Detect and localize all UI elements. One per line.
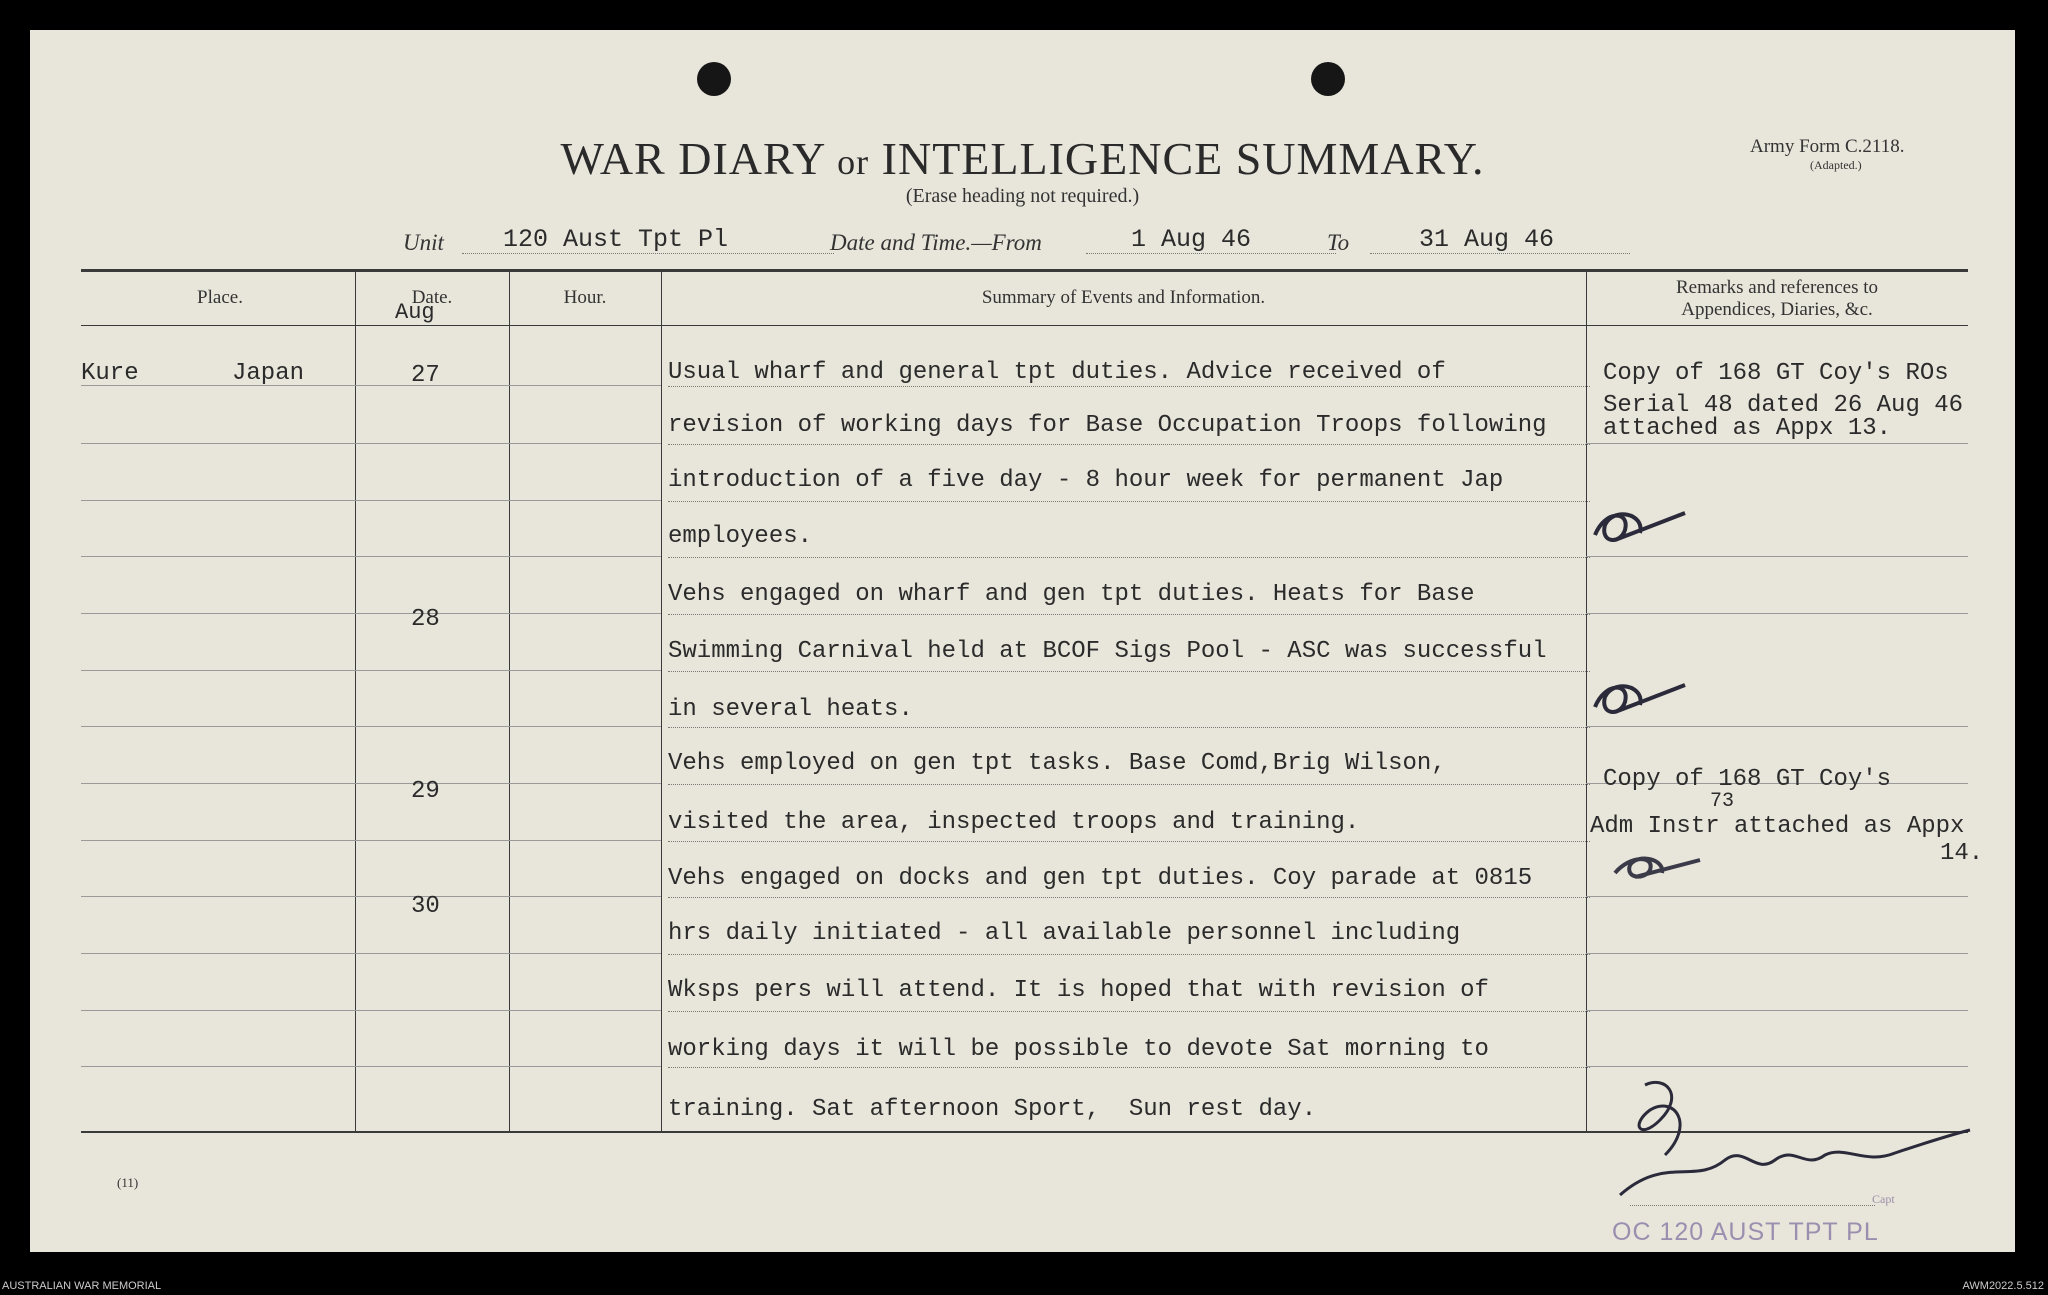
- date-cell: 28: [411, 606, 440, 633]
- row-rule: [81, 1010, 661, 1011]
- form-footnote: (11): [117, 1175, 139, 1190]
- summary-line: revision of working days for Base Occupation Troops following: [668, 412, 1547, 439]
- date-to-value: 31 Aug 46: [1419, 225, 1555, 254]
- row-rule: [81, 556, 661, 557]
- remark-line: 14.: [1940, 840, 1984, 867]
- row-rule: [81, 953, 661, 954]
- summary-rule: [668, 896, 1590, 898]
- summary-line: Wksps pers will attend. It is hoped that with revision of: [668, 977, 1489, 1004]
- header-date: Date.: [411, 287, 453, 308]
- date-cell: 27: [411, 362, 440, 389]
- place-town: Kure: [81, 360, 139, 387]
- summary-line: working days it will be possible to devote Sat morning to: [668, 1036, 1489, 1063]
- summary-rule: [668, 556, 1590, 558]
- row-rule: [81, 443, 661, 444]
- remark-line: Serial 48 dated 26 Aug 46: [1603, 392, 1964, 419]
- summary-rule: [668, 613, 1590, 615]
- title-war-diary: WAR DIARY: [560, 133, 825, 184]
- date-cell: 29: [411, 778, 440, 805]
- row-rule: [81, 500, 661, 501]
- remark-line: Copy of 168 GT Coy's: [1603, 766, 1892, 793]
- header-summary: Summary of Events and Information.: [981, 287, 1266, 308]
- summary-line: Usual wharf and general tpt duties. Advice received of: [668, 359, 1446, 386]
- remarks-row-rule: [1586, 1010, 1968, 1011]
- row-rule: [81, 385, 661, 386]
- initials-scribble: [1585, 495, 1695, 555]
- army-form-number: [1750, 136, 1905, 172]
- date-cell: 30: [411, 893, 440, 920]
- form-title: [30, 132, 2015, 185]
- adapted-label: (Adapted.): [1810, 158, 1862, 172]
- initials-scribble: [1585, 667, 1695, 727]
- summary-rule: [668, 670, 1590, 672]
- form-subtitle: (Erase heading not required.): [905, 185, 1140, 207]
- summary-line: training. Sat afternoon Sport, Sun rest day.: [668, 1096, 1317, 1123]
- place-country: Japan: [232, 360, 305, 387]
- diary-page: [30, 30, 2015, 1252]
- summary-line: visited the area, inspected troops and training.: [668, 809, 1360, 836]
- date-from-label: Date and Time.—From: [830, 230, 1042, 255]
- remarks-row-rule: [1586, 556, 1968, 557]
- title-or: or: [837, 142, 870, 182]
- column-divider-3: [661, 270, 662, 1132]
- summary-line: Swimming Carnival held at BCOF Sigs Pool - ASC was successful: [668, 638, 1547, 665]
- row-rule: [81, 613, 661, 614]
- remarks-row-rule: [1586, 613, 1968, 614]
- header-place: Place.: [197, 287, 243, 308]
- table-header-rule: [81, 325, 1968, 326]
- summary-rule: [668, 953, 1590, 955]
- summary-line: Vehs employed on gen tpt tasks. Base Comd,Brig Wilson,: [668, 750, 1446, 777]
- caption-left: AUSTRALIAN WAR MEMORIAL: [2, 1280, 162, 1292]
- remark-line: Adm Instr attached as Appx: [1590, 813, 1965, 840]
- date-to-label: To: [1327, 230, 1350, 255]
- remarks-row-rule: [1586, 443, 1968, 444]
- row-rule: [81, 783, 661, 784]
- column-divider-1: [355, 270, 356, 1132]
- unit-label: Unit: [403, 230, 444, 255]
- summary-line: hrs daily initiated - all available personnel including: [668, 920, 1461, 947]
- table-top-rule: [81, 269, 1968, 272]
- title-intelligence-summary: INTELLIGENCE SUMMARY.: [881, 133, 1485, 184]
- column-divider-2: [509, 270, 510, 1132]
- caption-right: AWM2022.5.512: [1962, 1280, 2044, 1292]
- summary-rule: [668, 840, 1590, 842]
- remark-line: Copy of 168 GT Coy's ROs: [1603, 360, 1949, 387]
- row-rule: [81, 840, 661, 841]
- summary-line: in several heats.: [668, 696, 913, 723]
- date-from-dotted-line: [1086, 253, 1336, 254]
- header-date-month: Aug: [395, 300, 435, 325]
- oc-stamp: OC 120 AUST TPT PL: [1612, 1218, 1879, 1246]
- date-from-value: 1 Aug 46: [1131, 225, 1252, 254]
- summary-rule: [668, 443, 1590, 445]
- remarks-row-rule: [1586, 896, 1968, 897]
- summary-line: employees.: [668, 523, 813, 550]
- row-rule: [81, 726, 661, 727]
- unit-dotted-line: [462, 253, 834, 254]
- summary-line: Vehs engaged on wharf and gen tpt duties. Heats for Base: [668, 581, 1475, 608]
- summary-line: Vehs engaged on docks and gen tpt duties. Coy parade at 0815: [668, 865, 1533, 892]
- army-form-label: Army Form C.2118.: [1750, 136, 1905, 157]
- summary-rule: [668, 783, 1590, 785]
- row-rule: [81, 670, 661, 671]
- summary-rule: [668, 1010, 1590, 1012]
- unit-value: 120 Aust Tpt Pl: [503, 225, 729, 254]
- header-hour: Hour.: [563, 287, 607, 308]
- header-remarks-2: Appendices, Diaries, &c.: [1681, 299, 1873, 320]
- row-rule: [81, 896, 661, 897]
- signature-dotted-line: [1630, 1205, 1875, 1206]
- punch-hole-right: [1311, 62, 1345, 96]
- initials-scribble: [1610, 845, 1710, 885]
- remarks-row-rule: [1586, 953, 1968, 954]
- summary-rule: [668, 1066, 1590, 1068]
- capt-label: Capt: [1872, 1192, 1895, 1206]
- date-to-dotted-line: [1370, 253, 1630, 254]
- header-remarks-1: Remarks and references to: [1675, 277, 1879, 298]
- summary-line: introduction of a five day - 8 hour week for permanent Jap: [668, 467, 1504, 494]
- row-rule: [81, 1066, 661, 1067]
- summary-rule: [668, 500, 1590, 502]
- remark-line: attached as Appx 13.: [1603, 415, 1892, 442]
- signature: [1605, 1065, 1975, 1215]
- punch-hole-left: [697, 62, 731, 96]
- summary-rule: [668, 726, 1590, 728]
- remark-superscript: 73: [1710, 790, 1735, 813]
